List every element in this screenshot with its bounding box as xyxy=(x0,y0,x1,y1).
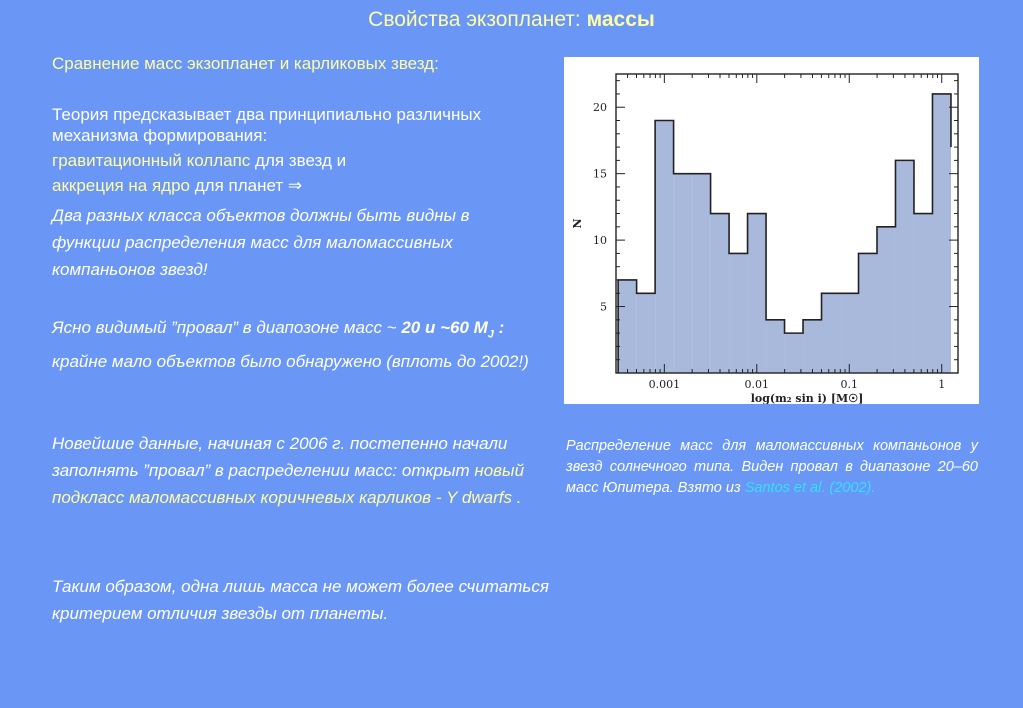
mass-histogram-chart xyxy=(564,57,979,404)
x-axis-label: log(m₂ sin i) [M☉] xyxy=(750,392,864,404)
gap-text-2: крайне мало объектов было обнаружено (вплоть до 2002!) xyxy=(52,352,529,372)
histogram-bar xyxy=(932,94,950,373)
new-data-paragraph xyxy=(52,430,552,511)
citation-link[interactable]: Santos et al. (2002). xyxy=(744,480,876,496)
gap-mass-range xyxy=(401,318,505,341)
theory-intro: Теория предсказывает два принципиально различных механизма формирования: xyxy=(52,105,482,145)
new-data-text-2: . xyxy=(511,488,522,507)
theory-conclusion: Два разных класса объектов должны быть видны в функции распределения масс для маломассивных компаньонов звезд! xyxy=(52,206,470,279)
histogram-bar xyxy=(729,253,747,373)
histogram-bar xyxy=(895,160,913,373)
y-tick-label: 5 xyxy=(600,300,607,314)
term-gravitational-collapse: гравитационный коллапс xyxy=(52,151,251,170)
y-tick-label: 15 xyxy=(593,167,607,181)
histogram-figure xyxy=(564,57,979,404)
x-tick-label: 0.1 xyxy=(840,378,859,391)
figure-caption xyxy=(566,436,978,499)
x-tick-label: 0.01 xyxy=(744,378,770,391)
gap-range-colon: : xyxy=(493,318,505,337)
y-axis-label: N xyxy=(571,218,584,229)
title-bold: массы xyxy=(586,8,655,31)
histogram-bar xyxy=(748,214,766,373)
histogram-bar xyxy=(785,333,803,373)
caption-text: Распределение масс для маломассивных компаньонов у звезд солнечного типа. Виден провал в диапазоне 20–60 масс Юпитера. Взято из xyxy=(566,438,978,496)
conclusion-paragraph: Таким образом, одна лишь масса не может более считаться критерием отличия звезды от планеты. xyxy=(52,577,549,623)
theory-text-1: для звезд и xyxy=(250,151,347,170)
x-tick-label: 0.001 xyxy=(648,378,681,391)
histogram-bar xyxy=(692,174,710,373)
implies-arrow-icon: ⇒ xyxy=(287,176,303,195)
x-tick-label: 1 xyxy=(938,378,946,391)
jupiter-subscript: J xyxy=(487,328,494,341)
term-core-accretion: аккреция на ядро xyxy=(52,176,191,195)
histogram-bar xyxy=(655,121,673,373)
theory-text-2: для планет xyxy=(190,176,288,195)
histogram-bar xyxy=(766,320,784,373)
histogram-bar xyxy=(618,280,636,373)
histogram-bar xyxy=(711,214,729,373)
y-tick-label: 20 xyxy=(593,101,607,115)
theory-block xyxy=(52,104,542,283)
y-dwarfs-highlight: новый подкласс маломассивных коричневых карликов - Y dwarfs xyxy=(52,461,525,507)
theory-mechanism-2 xyxy=(52,175,542,196)
gap-text-1: Ясно видимый ”провал” в диапозоне масс ~ xyxy=(52,318,402,337)
new-data-text-1: Новейшие данные, начиная с 2006 г. постепенно начали заполнять ”провал” в распределении масс: открыт xyxy=(52,434,508,480)
gap-range-value: 20 и ~60 M xyxy=(401,318,488,337)
histogram-bar xyxy=(877,227,895,373)
histogram-bar xyxy=(914,214,932,373)
histogram-bar xyxy=(840,293,858,373)
histogram-bar xyxy=(637,293,655,373)
histogram-bar xyxy=(822,293,840,373)
page-title xyxy=(0,8,1023,32)
subtitle: Сравнение масс экзопланет и карликовых звезд: xyxy=(52,54,439,73)
histogram-bar xyxy=(803,320,821,373)
histogram-bar xyxy=(859,253,877,373)
histogram-bar xyxy=(674,174,692,373)
title-prefix: Свойства экзопланет: xyxy=(368,8,587,31)
theory-mechanism-1 xyxy=(52,150,542,171)
y-tick-label: 10 xyxy=(593,234,607,248)
gap-paragraph xyxy=(52,314,552,375)
